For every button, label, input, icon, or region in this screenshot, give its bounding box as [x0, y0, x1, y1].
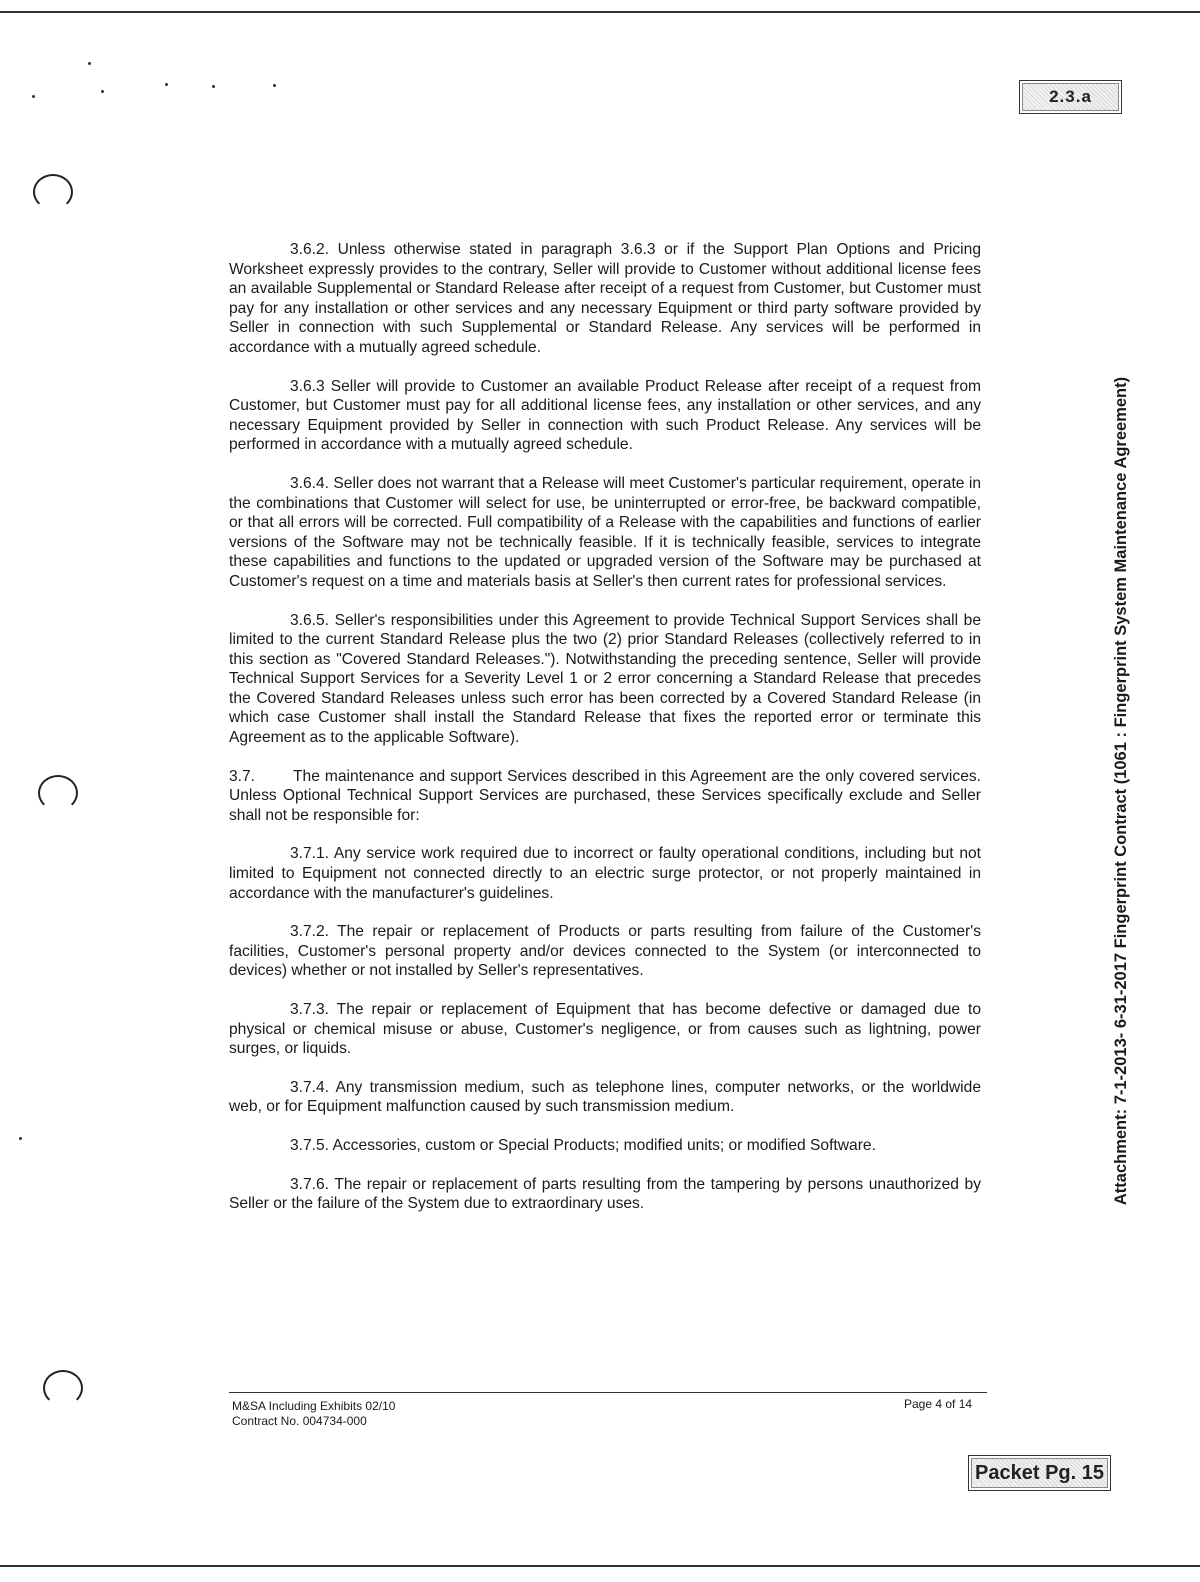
- binder-hole-top: [33, 174, 73, 210]
- bottom-edge-line: [0, 1565, 1200, 1567]
- section-number: 3.7.: [229, 767, 256, 785]
- binder-hole-bottom: [43, 1370, 83, 1406]
- paragraph-3-7-3: 3.7.3. The repair or replacement of Equipment that has become defective or damaged due to physical or chemical misuse or abuse, Customer's negligence, or from causes such as lightning, power surges, or liquids.: [229, 1001, 981, 1058]
- packet-page-stamp: Packet Pg. 15: [968, 1455, 1111, 1491]
- paragraph-3-7-6: 3.7.6. The repair or replacement of parts resulting from the tampering by persons unauthorized by Seller or the failure of the System due to extraordinary uses.: [229, 1175, 981, 1213]
- footer-page-number: Page 4 of 14: [904, 1397, 973, 1411]
- paragraph-3-6-5: 3.6.5. Seller's responsibilities under this Agreement to provide Technical Support Services shall be limited to the current Standard Release plus the two (2) prior Standard Releases (collectively referred to in this section as "Covered Standard Releases."). Notwithstanding the preceding sentence, Seller will provide Technical Support Services for a Severity Level 1 or 2 error concerning a Standard Release that precedes the Covered Standard Releases unless such error has been corrected by a Covered Standard Release (in which case Customer shall install the Standard Release that fixes the reported error or terminate this Agreement as to the applicable Software).: [229, 611, 981, 747]
- scan-speck: [32, 95, 35, 98]
- scan-speck: [19, 1137, 22, 1140]
- paragraph-3-7-1: 3.7.1. Any service work required due to incorrect or faulty operational conditions, including but not limited to Equipment not connected directly to an electric surge protector, or not properly maintained in accordance with the manufacturer's guidelines.: [229, 845, 981, 902]
- scan-speck: [273, 84, 276, 87]
- paragraph-3-6-2: 3.6.2. Unless otherwise stated in paragraph 3.6.3 or if the Support Plan Options and Pricing Worksheet expressly provides to the contrary, Seller will provide to Customer without additional license fees an available Supplemental or Standard Release after receipt of a request from Customer, but Customer must pay for any installation or other services and any necessary Equipment or third party software provided by Seller in connection with such Supplemental or Standard Release. Any services will be performed in accordance with a mutually agreed schedule.: [229, 241, 981, 356]
- footer-divider: [229, 1392, 987, 1393]
- paragraph-3-7: [229, 767, 981, 826]
- paragraph-3-7-4: 3.7.4. Any transmission medium, such as telephone lines, computer networks, or the worldwide web, or for Equipment malfunction caused by such transmission medium.: [229, 1078, 981, 1116]
- paragraph-3-7-2: 3.7.2. The repair or replacement of Products or parts resulting from failure of the Customer's facilities, Customer's personal property and/or devices connected to the System (or interconnected to devices) whether or not installed by Seller's representatives.: [229, 923, 981, 980]
- scan-speck: [101, 90, 104, 93]
- attachment-stamp: 2.3.a: [1019, 80, 1122, 114]
- paragraph-3-7-5: 3.7.5. Accessories, custom or Special Products; modified units; or modified Software.: [290, 1136, 876, 1154]
- scan-speck: [165, 83, 168, 86]
- footer-document-info: [232, 1399, 395, 1429]
- section-text: The maintenance and support Services described in this Agreement are the only covered services. Unless Optional Technical Support Services are purchased, these Services specifically exclude and Seller shall not be responsible for:: [229, 767, 981, 824]
- binder-hole-middle: [38, 775, 78, 811]
- top-edge-line: [0, 11, 1200, 13]
- contract-body: [229, 240, 981, 1233]
- paragraph-3-6-3: 3.6.3 Seller will provide to Customer an available Product Release after receipt of a request from Customer, but Customer must pay for all additional license fees, any installation or other services, and any necessary Equipment provided by Seller in connection with such Product Release. Any services will be performed in accordance with a mutually agreed schedule.: [229, 377, 981, 454]
- scan-speck: [212, 85, 215, 88]
- attachment-side-label: Attachment: 7-1-2013- 6-31-2017 Fingerprint Contract (1061 : Fingerprint System Maintenance Agreement): [1112, 376, 1130, 1206]
- paragraph-3-6-4: 3.6.4. Seller does not warrant that a Release will meet Customer's particular requirement, operate in the combinations that Customer will select for use, be uninterrupted or error-free, be backward compatible, or that all errors will be corrected. Full compatibility of a Release with the capabilities and functions of earlier versions of the Software may not be technically feasible. If it is technically feasible, services to integrate these capabilities and functions to the updated or upgraded version of the Software may be purchased at Customer's request on a time and materials basis at Seller's then current rates for professional services.: [229, 474, 981, 590]
- footer-form-name: M&SA Including Exhibits 02/10: [232, 1399, 396, 1413]
- scan-speck: [88, 62, 91, 65]
- footer-contract-number: Contract No. 004734-000: [232, 1414, 367, 1428]
